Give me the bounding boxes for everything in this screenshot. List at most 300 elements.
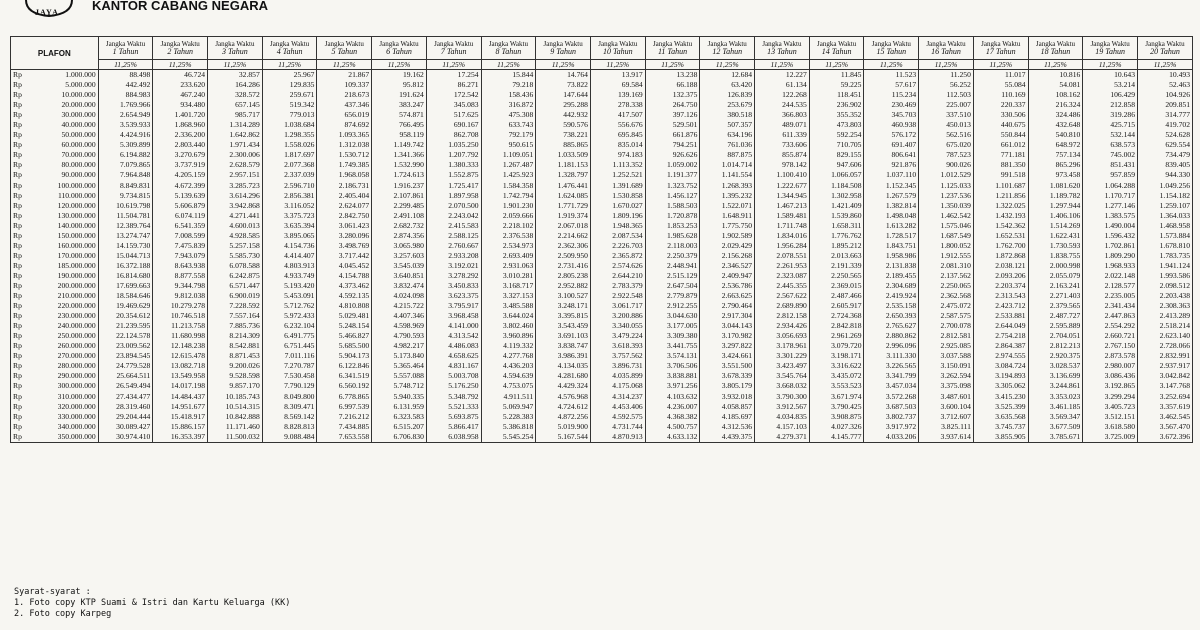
installment-cell: 3.795.917 bbox=[426, 301, 481, 311]
installment-cell: 23.894.545 bbox=[98, 351, 153, 361]
installment-cell: 1.720.878 bbox=[645, 211, 700, 221]
installment-cell: 12.684 bbox=[700, 70, 755, 81]
installment-cell: 104.926 bbox=[1138, 90, 1193, 100]
installment-cell: 1.033.509 bbox=[536, 150, 591, 160]
installment-cell: 4.429.324 bbox=[536, 381, 591, 391]
installment-cell: 14.764 bbox=[536, 70, 591, 81]
table-row bbox=[11, 311, 1193, 321]
installment-cell: 4.453.406 bbox=[590, 402, 645, 412]
installment-cell: 947.606 bbox=[809, 160, 864, 170]
installment-cell: 3.194.893 bbox=[973, 371, 1028, 381]
installment-cell: 792.179 bbox=[481, 130, 536, 140]
currency-cell: Rp bbox=[11, 402, 31, 412]
installment-cell: 2.937.917 bbox=[1138, 361, 1193, 371]
installment-cell: 4.594.639 bbox=[481, 371, 536, 381]
installment-cell: 5.904.173 bbox=[317, 351, 372, 361]
installment-cell: 10.842.888 bbox=[208, 412, 263, 422]
term-header-years: 10 Tahun bbox=[602, 47, 633, 56]
installment-cell: 3.248.171 bbox=[536, 301, 591, 311]
table-row bbox=[11, 392, 1193, 402]
installment-cell: 1.809.196 bbox=[590, 211, 645, 221]
installment-cell: 1.468.958 bbox=[1138, 221, 1193, 231]
installment-cell: 10.619.798 bbox=[98, 201, 153, 211]
installment-cell: 1.596.432 bbox=[1083, 231, 1138, 241]
installment-cell: 3.341.799 bbox=[864, 371, 919, 381]
installment-cell: 475.308 bbox=[481, 110, 536, 120]
plafon-cell: 330.000.000 bbox=[31, 412, 98, 422]
installment-cell: 11.523 bbox=[864, 70, 919, 81]
installment-cell: 489.071 bbox=[755, 120, 810, 130]
installment-cell: 3.986.391 bbox=[536, 351, 591, 361]
currency-cell: Rp bbox=[11, 281, 31, 291]
installment-cell: 634.196 bbox=[700, 130, 755, 140]
term-header bbox=[262, 37, 317, 60]
installment-cell: 2.203.438 bbox=[1138, 291, 1193, 301]
installment-cell: 590.576 bbox=[536, 120, 591, 130]
installment-cell: 4.279.371 bbox=[755, 432, 810, 443]
installment-cell: 2.362.306 bbox=[536, 241, 591, 251]
installment-cell: 921.876 bbox=[864, 160, 919, 170]
installment-cell: 1.941.124 bbox=[1138, 261, 1193, 271]
installment-cell: 63.420 bbox=[700, 80, 755, 90]
installment-cell: 835.014 bbox=[590, 140, 645, 150]
installment-cell: 633.743 bbox=[481, 120, 536, 130]
installment-cell: 1.514.269 bbox=[1028, 221, 1083, 231]
term-header bbox=[1083, 37, 1138, 60]
installment-cell: 3.100.527 bbox=[536, 291, 591, 301]
installment-cell: 129.835 bbox=[262, 80, 317, 90]
installment-cell: 5.193.420 bbox=[262, 281, 317, 291]
installment-cell: 3.415.230 bbox=[973, 392, 1028, 402]
installment-cell: 2.724.368 bbox=[809, 311, 864, 321]
installment-cell: 4.313.542 bbox=[426, 331, 481, 341]
installment-cell: 1.267.579 bbox=[864, 191, 919, 201]
installment-cell: 3.178.961 bbox=[755, 341, 810, 351]
installment-cell: 766.495 bbox=[372, 120, 427, 130]
installment-cell: 26.549.494 bbox=[98, 381, 153, 391]
plafon-cell: 290.000.000 bbox=[31, 371, 98, 381]
installment-cell: 8.877.558 bbox=[153, 271, 208, 281]
currency-cell: Rp bbox=[11, 361, 31, 371]
installment-cell: 32.857 bbox=[208, 70, 263, 81]
currency-cell: Rp bbox=[11, 351, 31, 361]
installment-cell: 209.851 bbox=[1138, 100, 1193, 110]
installment-cell: 5.606.879 bbox=[153, 201, 208, 211]
installment-cell: 1.323.752 bbox=[645, 181, 700, 191]
installment-cell: 562.516 bbox=[919, 130, 974, 140]
installment-cell: 1.298.355 bbox=[262, 130, 317, 140]
installment-cell: 473.803 bbox=[809, 120, 864, 130]
installment-cell: 973.458 bbox=[1028, 170, 1083, 180]
installment-cell: 3.574.131 bbox=[645, 351, 700, 361]
installment-cell: 11.845 bbox=[809, 70, 864, 81]
installment-cell: 1.237.536 bbox=[919, 191, 974, 201]
installment-cell: 3.252.694 bbox=[1138, 392, 1193, 402]
term-header-label: Jangka Waktu bbox=[324, 40, 364, 48]
installment-cell: 220.337 bbox=[973, 100, 1028, 110]
installment-cell: 15.044.713 bbox=[98, 251, 153, 261]
installment-cell: 147.644 bbox=[536, 90, 591, 100]
currency-cell: Rp bbox=[11, 181, 31, 191]
installment-cell: 3.136.699 bbox=[1028, 371, 1083, 381]
installment-cell: 985.717 bbox=[208, 110, 263, 120]
term-header bbox=[372, 37, 427, 60]
installment-cell: 2.644.210 bbox=[590, 271, 645, 281]
installment-cell: 2.624.077 bbox=[317, 201, 372, 211]
installment-cell: 2.856.381 bbox=[262, 191, 317, 201]
installment-cell: 1.222.677 bbox=[755, 181, 810, 191]
installment-cell: 2.812.581 bbox=[919, 331, 974, 341]
installment-cell: 2.271.403 bbox=[1028, 291, 1083, 301]
installment-cell: 216.324 bbox=[1028, 100, 1083, 110]
installment-cell: 2.448.941 bbox=[645, 261, 700, 271]
installment-cell: 3.056.693 bbox=[755, 331, 810, 341]
installment-cell: 3.825.111 bbox=[919, 422, 974, 432]
table-row bbox=[11, 201, 1193, 211]
installment-cell: 5.019.900 bbox=[536, 422, 591, 432]
installment-cell: 437.346 bbox=[317, 100, 372, 110]
loan-installment-table-wrapper bbox=[10, 36, 1193, 443]
interest-rate-cell: 11,25% bbox=[590, 60, 645, 70]
installment-cell: 1.066.057 bbox=[809, 170, 864, 180]
installment-cell: 15.418.917 bbox=[153, 412, 208, 422]
installment-cell: 3.305.062 bbox=[973, 381, 1028, 391]
installment-cell: 191.624 bbox=[372, 90, 427, 100]
installment-cell: 1.749.385 bbox=[317, 160, 372, 170]
installment-cell: 1.584.358 bbox=[481, 181, 536, 191]
installment-cell: 611.339 bbox=[755, 130, 810, 140]
installment-cell: 95.812 bbox=[372, 80, 427, 90]
installment-cell: 12.389.764 bbox=[98, 221, 153, 231]
interest-rate-cell: 11,25% bbox=[755, 60, 810, 70]
installment-cell: 4.803.913 bbox=[262, 261, 317, 271]
installment-cell: 9.734.815 bbox=[98, 191, 153, 201]
installment-cell: 4.157.103 bbox=[755, 422, 810, 432]
plafon-cell: 110.000.000 bbox=[31, 191, 98, 201]
installment-cell: 1.558.026 bbox=[262, 140, 317, 150]
table-row bbox=[11, 402, 1193, 412]
installment-cell: 2.623.140 bbox=[1138, 331, 1193, 341]
installment-cell: 1.843.751 bbox=[864, 241, 919, 251]
term-header bbox=[426, 37, 481, 60]
interest-rate-cell: 11,25% bbox=[153, 60, 208, 70]
installment-cell: 3.270.679 bbox=[153, 150, 208, 160]
installment-cell: 17.699.663 bbox=[98, 281, 153, 291]
installment-cell: 2.760.667 bbox=[426, 241, 481, 251]
installment-cell: 3.147.768 bbox=[1138, 381, 1193, 391]
installment-cell: 8.849.831 bbox=[98, 181, 153, 191]
installment-cell: 1.993.586 bbox=[1138, 271, 1193, 281]
term-header-years: 8 Tahun bbox=[495, 47, 522, 56]
installment-cell: 991.518 bbox=[973, 170, 1028, 180]
installment-cell: 1.314.289 bbox=[208, 120, 263, 130]
installment-cell: 2.754.218 bbox=[973, 331, 1028, 341]
installment-cell: 3.028.537 bbox=[1028, 361, 1083, 371]
installment-cell: 3.745.737 bbox=[973, 422, 1028, 432]
installment-cell: 6.778.865 bbox=[317, 392, 372, 402]
installment-cell: 1.968.058 bbox=[317, 170, 372, 180]
installment-cell: 1.532.990 bbox=[372, 160, 427, 170]
installment-cell: 467.240 bbox=[153, 90, 208, 100]
currency-cell: Rp bbox=[11, 80, 31, 90]
installment-cell: 2.013.663 bbox=[809, 251, 864, 261]
installment-cell: 3.042.842 bbox=[1138, 371, 1193, 381]
installment-cell: 7.270.787 bbox=[262, 361, 317, 371]
installment-cell: 2.917.304 bbox=[700, 311, 755, 321]
installment-cell: 1.769.966 bbox=[98, 100, 153, 110]
installment-cell: 4.205.159 bbox=[153, 170, 208, 180]
installment-cell: 3.623.375 bbox=[426, 291, 481, 301]
installment-cell: 957.859 bbox=[1083, 170, 1138, 180]
installment-cell: 1.958.986 bbox=[864, 251, 919, 261]
installment-cell: 934.480 bbox=[153, 100, 208, 110]
installment-cell: 2.156.268 bbox=[700, 251, 755, 261]
installment-cell: 1.109.051 bbox=[481, 150, 536, 160]
term-header-label: Jangka Waktu bbox=[1035, 40, 1076, 48]
installment-cell: 5.365.464 bbox=[372, 361, 427, 371]
installment-cell: 3.968.458 bbox=[426, 311, 481, 321]
installment-cell: 4.119.332 bbox=[481, 341, 536, 351]
installment-cell: 3.937.614 bbox=[919, 432, 974, 443]
installment-cell: 2.191.339 bbox=[809, 261, 864, 271]
installment-cell: 1.573.884 bbox=[1138, 231, 1193, 241]
installment-cell: 6.323.583 bbox=[372, 412, 427, 422]
installment-cell: 3.706.506 bbox=[645, 361, 700, 371]
term-header-label: Jangka Waktu bbox=[926, 40, 966, 48]
installment-cell: 1.771.729 bbox=[536, 201, 591, 211]
installment-cell: 4.658.625 bbox=[426, 351, 481, 361]
currency-cell: Rp bbox=[11, 211, 31, 221]
installment-cell: 3.244.861 bbox=[1028, 381, 1083, 391]
installment-cell: 8.049.800 bbox=[262, 392, 317, 402]
installment-cell: 2.628.579 bbox=[208, 160, 263, 170]
plafon-cell: 40.000.000 bbox=[31, 120, 98, 130]
installment-cell: 380.518 bbox=[700, 110, 755, 120]
installment-cell: 118.451 bbox=[809, 90, 864, 100]
installment-cell: 10.493 bbox=[1138, 70, 1193, 81]
term-header-years: 11 Tahun bbox=[657, 47, 688, 56]
installment-cell: 2.767.150 bbox=[1083, 341, 1138, 351]
installment-cell: 3.805.179 bbox=[700, 381, 755, 391]
installment-cell: 1.762.700 bbox=[973, 241, 1028, 251]
installment-cell: 345.703 bbox=[864, 110, 919, 120]
currency-cell: Rp bbox=[11, 341, 31, 351]
installment-cell: 2.409.947 bbox=[700, 271, 755, 281]
term-header-label: Jangka Waktu bbox=[543, 40, 583, 48]
installment-cell: 4.753.075 bbox=[481, 381, 536, 391]
installment-cell: 3.618.393 bbox=[590, 341, 645, 351]
term-header-label: Jangka Waktu bbox=[707, 40, 747, 48]
installment-cell: 3.450.833 bbox=[426, 281, 481, 291]
installment-cell: 1.956.284 bbox=[755, 241, 810, 251]
installment-cell: 1.624.085 bbox=[536, 191, 591, 201]
installment-cell: 19.162 bbox=[372, 70, 427, 81]
installment-cell: 1.395.232 bbox=[700, 191, 755, 201]
installment-cell: 738.221 bbox=[536, 130, 591, 140]
currency-cell: Rp bbox=[11, 130, 31, 140]
installment-cell: 3.832.474 bbox=[372, 281, 427, 291]
currency-cell: Rp bbox=[11, 221, 31, 231]
currency-cell: Rp bbox=[11, 241, 31, 251]
installment-cell: 5.228.383 bbox=[481, 412, 536, 422]
requirement-item: 2. Foto copy Karpeg bbox=[14, 609, 112, 619]
installment-cell: 944.330 bbox=[1138, 170, 1193, 180]
installment-cell: 2.376.538 bbox=[481, 231, 536, 241]
installment-cell: 4.576.968 bbox=[536, 392, 591, 402]
plafon-cell: 70.000.000 bbox=[31, 150, 98, 160]
installment-cell: 1.152.345 bbox=[864, 181, 919, 191]
installment-cell: 20.354.612 bbox=[98, 311, 153, 321]
installment-cell: 1.800.052 bbox=[919, 241, 974, 251]
installment-cell: 13.274.747 bbox=[98, 231, 153, 241]
installment-cell: 6.560.192 bbox=[317, 381, 372, 391]
installment-cell: 3.262.594 bbox=[919, 371, 974, 381]
installment-cell: 2.186.731 bbox=[317, 181, 372, 191]
installment-cell: 66.188 bbox=[645, 80, 700, 90]
installment-cell: 2.038.121 bbox=[973, 261, 1028, 271]
installment-cell: 2.873.578 bbox=[1083, 351, 1138, 361]
term-header-years: 4 Tahun bbox=[276, 47, 303, 56]
installment-cell: 7.790.129 bbox=[262, 381, 317, 391]
installment-cell: 10.514.315 bbox=[208, 402, 263, 412]
installment-cell: 2.029.429 bbox=[700, 241, 755, 251]
installment-cell: 2.980.007 bbox=[1083, 361, 1138, 371]
installment-cell: 761.036 bbox=[700, 140, 755, 150]
installment-cell: 3.226.565 bbox=[864, 361, 919, 371]
term-header-label: Jangka Waktu bbox=[871, 40, 911, 48]
installment-cell: 6.541.359 bbox=[153, 221, 208, 231]
installment-cell: 2.346.527 bbox=[700, 261, 755, 271]
installment-cell: 2.300.006 bbox=[208, 150, 263, 160]
installment-cell: 278.338 bbox=[590, 100, 645, 110]
plafon-cell: 5.000.000 bbox=[31, 80, 98, 90]
installment-cell: 13.917 bbox=[590, 70, 645, 81]
installment-cell: 2.925.085 bbox=[919, 341, 974, 351]
installment-cell: 1.191.377 bbox=[645, 170, 700, 180]
installment-cell: 1.391.689 bbox=[590, 181, 645, 191]
installment-cell: 3.932.018 bbox=[700, 392, 755, 402]
installment-cell: 1.014.714 bbox=[700, 160, 755, 170]
installment-cell: 2.487.466 bbox=[809, 291, 864, 301]
installment-cell: 3.525.399 bbox=[973, 402, 1028, 412]
installment-cell: 1.401.720 bbox=[153, 110, 208, 120]
installment-cell: 3.687.503 bbox=[864, 402, 919, 412]
installment-cell: 1.189.782 bbox=[1028, 191, 1083, 201]
currency-cell: Rp bbox=[11, 371, 31, 381]
installment-cell: 10.816 bbox=[1028, 70, 1083, 81]
installment-cell: 1.678.810 bbox=[1138, 241, 1193, 251]
installment-cell: 4.281.680 bbox=[536, 371, 591, 381]
installment-cell: 4.928.585 bbox=[208, 231, 263, 241]
installment-cell: 2.218.102 bbox=[481, 221, 536, 231]
interest-rate-cell: 11,25% bbox=[481, 60, 536, 70]
installment-cell: 6.232.104 bbox=[262, 321, 317, 331]
installment-cell: 7.434.885 bbox=[317, 422, 372, 432]
installment-cell: 1.462.542 bbox=[919, 211, 974, 221]
interest-rate-cell: 11,25% bbox=[973, 60, 1028, 70]
installment-cell: 4.724.612 bbox=[536, 402, 591, 412]
installment-cell: 1.277.146 bbox=[1083, 201, 1138, 211]
installment-cell: 3.802.737 bbox=[864, 412, 919, 422]
installment-cell: 1.530.712 bbox=[317, 150, 372, 160]
plafon-cell: 150.000.000 bbox=[31, 231, 98, 241]
installment-cell: 4.600.013 bbox=[208, 221, 263, 231]
installment-cell: 3.644.024 bbox=[481, 311, 536, 321]
installment-cell: 7.964.848 bbox=[98, 170, 153, 180]
installment-cell: 2.842.818 bbox=[809, 321, 864, 331]
installment-cell: 2.803.440 bbox=[153, 140, 208, 150]
installment-cell: 1.341.366 bbox=[372, 150, 427, 160]
installment-cell: 2.128.577 bbox=[1083, 281, 1138, 291]
installment-cell: 851.431 bbox=[1083, 160, 1138, 170]
installment-cell: 1.916.237 bbox=[372, 181, 427, 191]
installment-cell: 126.839 bbox=[700, 90, 755, 100]
installment-cell: 2.000.998 bbox=[1028, 261, 1083, 271]
installment-cell: 1.897.958 bbox=[426, 191, 481, 201]
term-header-years: 1 Tahun bbox=[112, 47, 139, 56]
installment-cell: 16.814.680 bbox=[98, 271, 153, 281]
installment-cell: 1.432.193 bbox=[973, 211, 1028, 221]
table-row bbox=[11, 120, 1193, 130]
currency-cell: Rp bbox=[11, 311, 31, 321]
installment-cell: 4.810.808 bbox=[317, 301, 372, 311]
installment-cell: 1.652.531 bbox=[973, 231, 1028, 241]
installment-cell: 2.961.269 bbox=[809, 331, 864, 341]
installment-cell: 2.574.626 bbox=[590, 261, 645, 271]
currency-cell: Rp bbox=[11, 291, 31, 301]
installment-cell: 829.155 bbox=[809, 150, 864, 160]
installment-cell: 1.834.016 bbox=[755, 231, 810, 241]
installment-cell: 2.070.500 bbox=[426, 201, 481, 211]
installment-cell: 1.383.575 bbox=[1083, 211, 1138, 221]
installment-cell: 3.545.039 bbox=[372, 261, 427, 271]
installment-cell: 1.476.441 bbox=[536, 181, 591, 191]
installment-cell: 1.328.797 bbox=[536, 170, 591, 180]
installment-cell: 1.113.352 bbox=[590, 160, 645, 170]
installment-cell: 5.029.481 bbox=[317, 311, 372, 321]
interest-rate-cell: 11,25% bbox=[536, 60, 591, 70]
currency-cell: Rp bbox=[11, 251, 31, 261]
installment-cell: 1.322.025 bbox=[973, 201, 1028, 211]
installment-cell: 950.615 bbox=[481, 140, 536, 150]
interest-rate-cell: 11,25% bbox=[372, 60, 427, 70]
installment-cell: 2.920.375 bbox=[1028, 351, 1083, 361]
installment-cell: 745.002 bbox=[1083, 150, 1138, 160]
currency-cell: Rp bbox=[11, 160, 31, 170]
installment-cell: 253.679 bbox=[700, 100, 755, 110]
installment-cell: 2.605.917 bbox=[809, 301, 864, 311]
plafon-cell: 1.000.000 bbox=[31, 70, 98, 81]
installment-cell: 3.285.723 bbox=[208, 181, 263, 191]
installment-cell: 11.500.032 bbox=[208, 432, 263, 443]
installment-cell: 1.252.521 bbox=[590, 170, 645, 180]
installment-cell: 4.271.441 bbox=[208, 211, 263, 221]
installment-cell: 881.350 bbox=[973, 160, 1028, 170]
installment-cell: 3.309.380 bbox=[645, 331, 700, 341]
installment-cell: 4.236.007 bbox=[645, 402, 700, 412]
installment-cell: 1.783.735 bbox=[1138, 251, 1193, 261]
installment-cell: 757.134 bbox=[1028, 150, 1083, 160]
installment-cell: 3.065.980 bbox=[372, 241, 427, 251]
installment-cell: 57.617 bbox=[864, 80, 919, 90]
installment-cell: 17.254 bbox=[426, 70, 481, 81]
installment-cell: 3.198.171 bbox=[809, 351, 864, 361]
installment-cell: 9.528.598 bbox=[208, 371, 263, 381]
installment-cell: 1.775.750 bbox=[700, 221, 755, 231]
table-row bbox=[11, 191, 1193, 201]
term-header-years: 9 Tahun bbox=[550, 47, 576, 56]
installment-cell: 55.084 bbox=[973, 80, 1028, 90]
